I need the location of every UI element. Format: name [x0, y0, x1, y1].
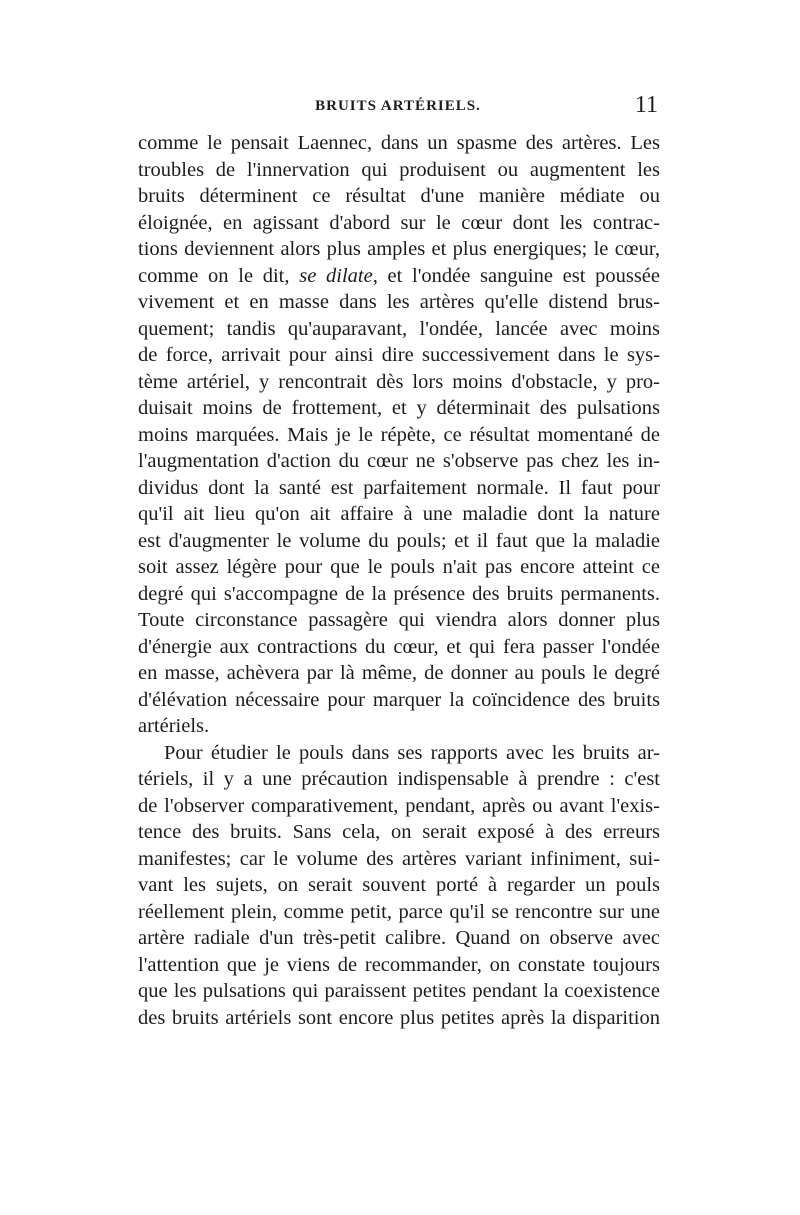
text-line: comme on le dit, se dilate, et l'ondée sanguine est poussée: [138, 264, 660, 287]
text-line: vant les sujets, on serait souvent porté à regarder un pouls: [138, 874, 660, 896]
text-line: l'attention que je viens de recommander, on constate toujours: [138, 953, 660, 976]
page-header: [138, 92, 658, 126]
text-line: de l'observer comparativement, pendant, après ou avant l'exis-: [138, 794, 660, 817]
text-line: est d'augmenter le volume du pouls; et il faut que la maladie: [138, 529, 660, 552]
text-line: Pour étudier le pouls dans ses rapports avec les bruits ar-: [164, 741, 660, 764]
text-line: d'élévation nécessaire pour marquer la coïncidence des bruits: [138, 688, 660, 711]
text-line: réellement plein, comme petit, parce qu'il se rencontre sur une: [138, 900, 660, 923]
text-line: que les pulsations qui paraissent petites pendant la coexistence: [138, 980, 660, 1002]
text-line: tence des bruits. Sans cela, on serait exposé à des erreurs: [138, 821, 660, 843]
body-text: [138, 130, 660, 1031]
running-title: BRUITS ARTÉRIELS.: [315, 98, 481, 114]
text-line: comme le pensait Laennec, dans un spasme des artères. Les: [138, 132, 660, 154]
text-line: vivement et en masse dans les artères qu'elle distend brus-: [138, 291, 660, 313]
italic-phrase: se dilate: [299, 264, 373, 287]
text-line: l'augmentation d'action du cœur ne s'observe pas chez les in-: [138, 450, 660, 472]
text-line: en masse, achèvera par là même, de donner au pouls le degré: [138, 662, 660, 684]
text-line: artériels.: [138, 715, 210, 737]
text-line: Toute circonstance passagère qui viendra alors donner plus: [138, 609, 660, 631]
text-line: artère radiale d'un très-petit calibre. Quand on observe avec: [138, 927, 660, 949]
text-line: moins marquées. Mais je le répète, ce résultat momentané de: [138, 423, 660, 446]
text-line: troubles de l'innervation qui produisent ou augmentent les: [138, 158, 660, 181]
text-line: d'énergie aux contractions du cœur, et qui fera passer l'ondée: [138, 635, 660, 658]
text-line: bruits déterminent ce résultat d'une manière médiate ou: [138, 185, 660, 207]
text-line: tème artériel, y rencontrait dès lors moins d'obstacle, y pro-: [138, 370, 660, 393]
text-line: quement; tandis qu'auparavant, l'ondée, lancée avec moins: [138, 317, 660, 340]
text-line: qu'il ait lieu qu'on ait affaire à une maladie dont la nature: [138, 503, 660, 525]
text-line: tériels, il y a une précaution indispensable à prendre : c'est: [138, 768, 660, 790]
text-line: tions deviennent alors plus amples et plus energiques; le cœur,: [138, 238, 660, 260]
page-number: 11: [634, 92, 658, 118]
text-line: éloignée, en agissant d'abord sur le cœur dont les contrac-: [138, 211, 660, 234]
text-line: dividus dont la santé est parfaitement normale. Il faut pour: [138, 476, 660, 499]
text-line: degré qui s'accompagne de la présence des bruits permanents.: [138, 582, 660, 605]
text-line: des bruits artériels sont encore plus petites après la disparition: [138, 1006, 660, 1029]
text-line: soit assez légère pour que le pouls n'ait pas encore atteint ce: [138, 556, 660, 578]
text-line: duisait moins de frottement, et y déterminait des pulsations: [138, 397, 660, 419]
text-line: de force, arrivait pour ainsi dire successivement dans le sys-: [138, 344, 660, 366]
text-line: manifestes; car le volume des artères variant infiniment, sui-: [138, 847, 660, 870]
